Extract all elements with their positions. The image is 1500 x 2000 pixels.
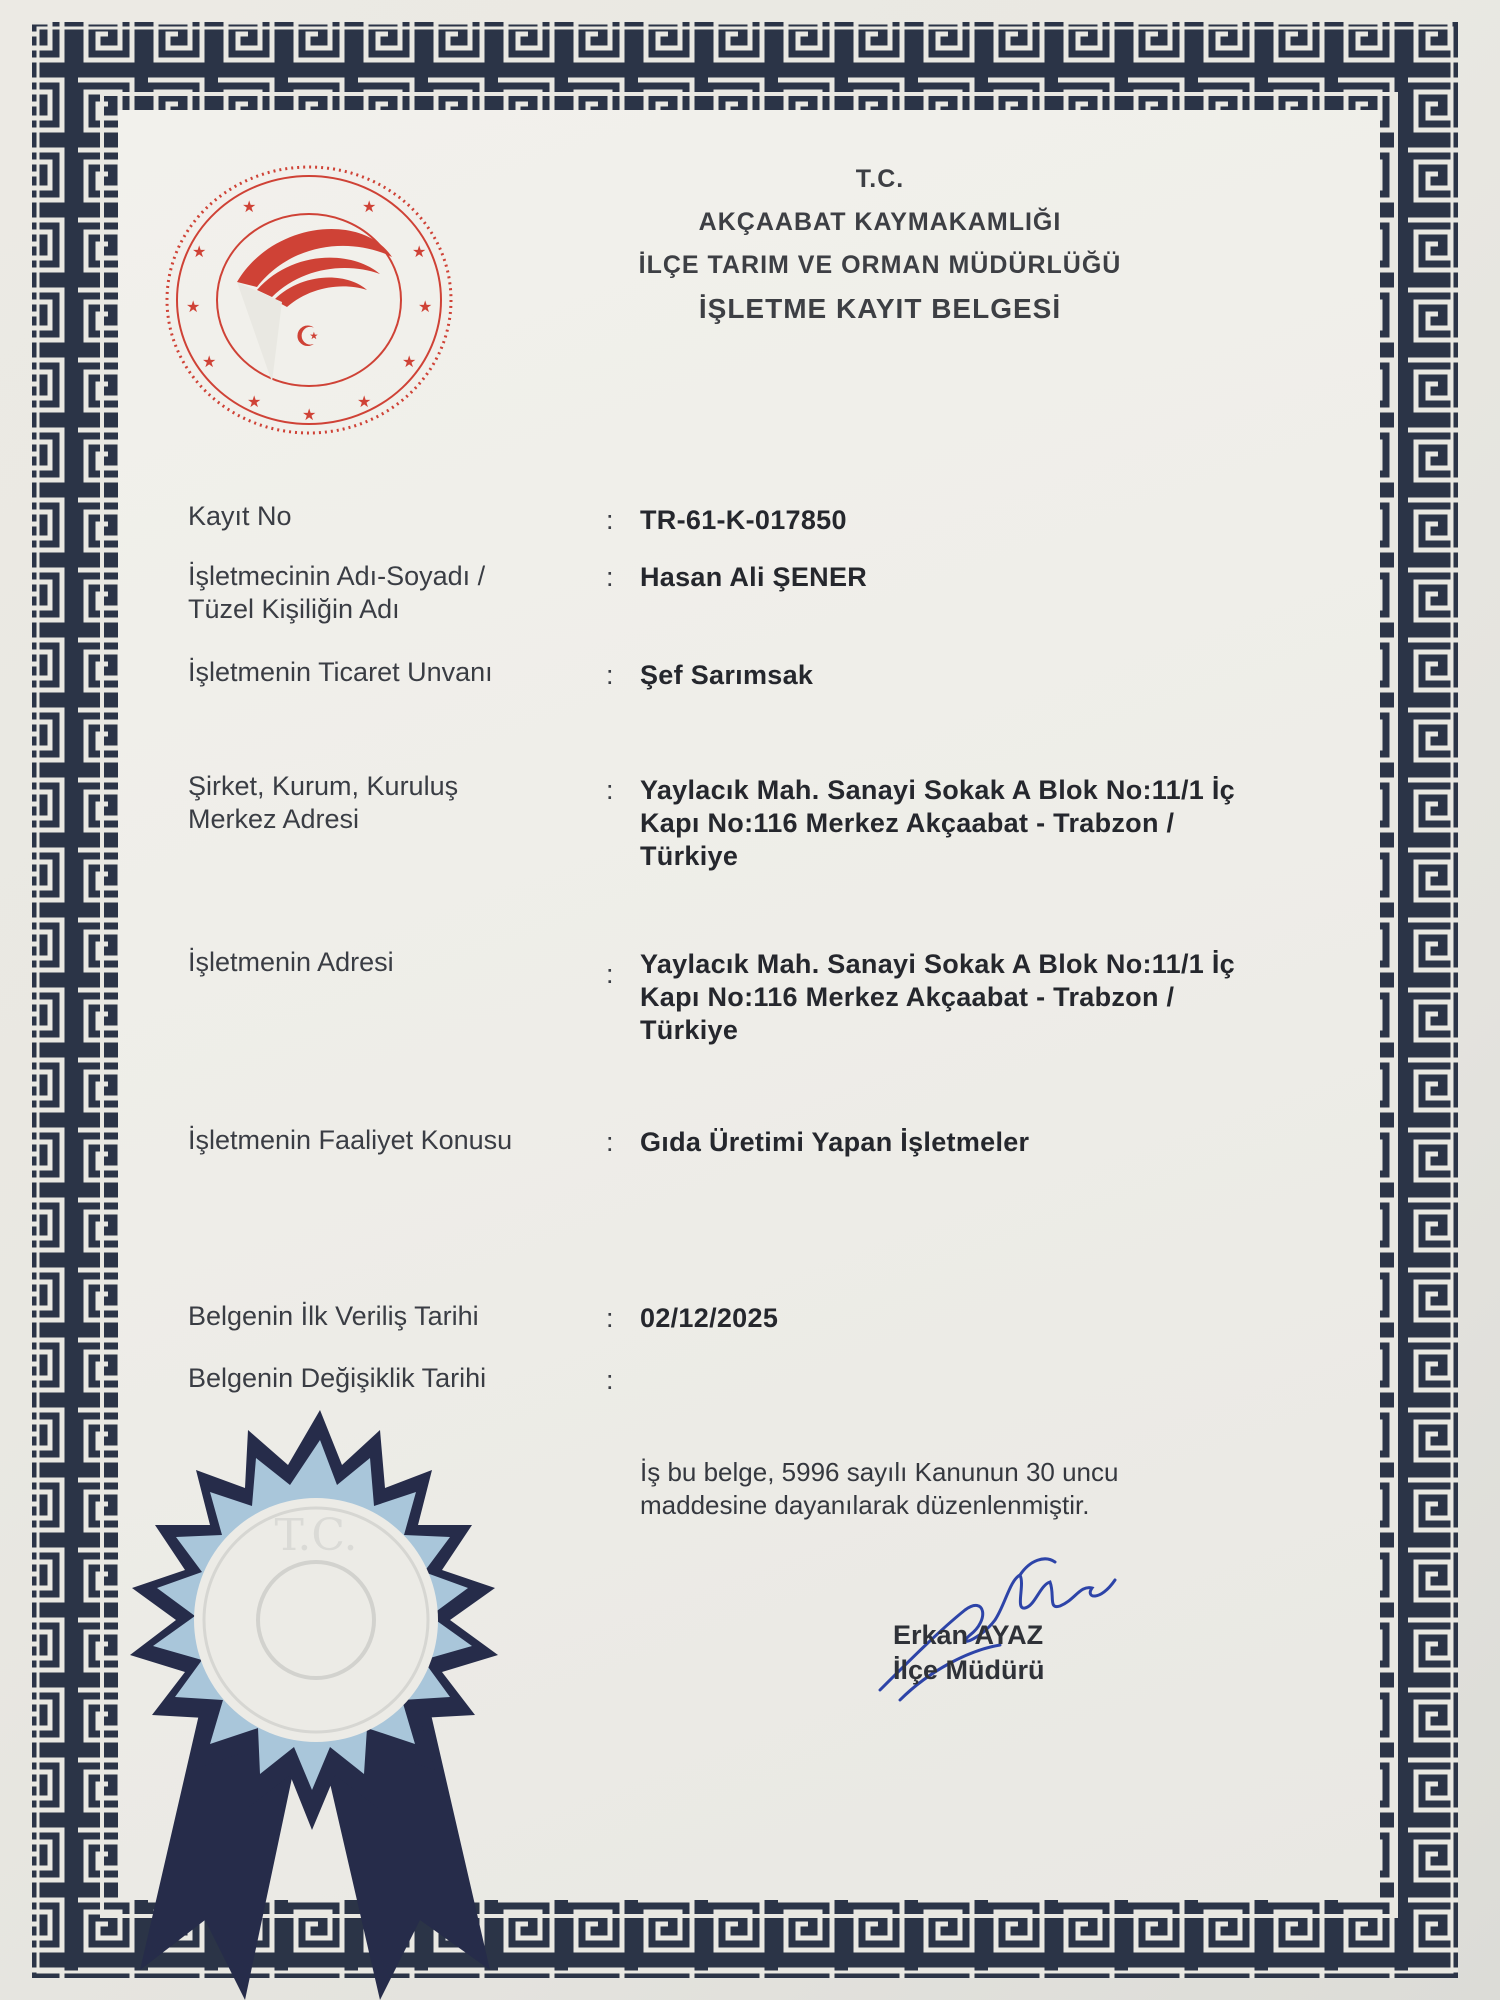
field-label-headquarters-address: Şirket, Kurum, Kuruluş Merkez Adresi — [188, 771, 459, 834]
svg-text:★: ★ — [202, 352, 217, 371]
svg-text:★: ★ — [412, 242, 427, 261]
ministry-seal-icon — [162, 162, 456, 438]
field-colon: : — [606, 1127, 614, 1157]
header-district-governorship: AKÇAABAT KAYMAKAMLIĞI — [698, 208, 1062, 236]
field-colon: : — [606, 959, 614, 989]
svg-text:★: ★ — [192, 242, 207, 261]
signatory-block — [893, 1618, 1213, 1688]
document-header — [560, 158, 1200, 330]
legal-note: İş bu belge, 5996 sayılı Kanunun 30 uncu maddesine dayanılarak düzenlenmiştir. — [640, 1457, 1119, 1520]
svg-text:T.C.: T.C. — [274, 1510, 358, 1561]
field-colon: : — [606, 562, 614, 592]
svg-text:☪: ☪ — [295, 320, 321, 353]
field-value-operator-name: Hasan Ali ŞENER — [640, 562, 868, 592]
field-label-trade-name: İşletmenin Ticaret Unvanı — [188, 657, 493, 687]
field-colon: : — [606, 660, 614, 690]
field-label-registration-no: Kayıt No — [188, 501, 292, 531]
svg-text:★: ★ — [247, 392, 262, 411]
header-document-title: İŞLETME KAYIT BELGESİ — [698, 293, 1062, 324]
header-directorate: İLÇE TARIM VE ORMAN MÜDÜRLÜĞÜ — [638, 251, 1122, 279]
embossed-seal-icon — [80, 1410, 560, 2000]
svg-text:★: ★ — [186, 297, 201, 316]
field-value-business-address: Yaylacık Mah. Sanayi Sokak A Blok No:11/1 İç Kapı No:116 Merkez Akçaabat - Trabzon / Türkiye — [640, 949, 1235, 1045]
field-value-first-issue-date: 02/12/2025 — [640, 1303, 779, 1333]
field-label-activity: İşletmenin Faaliyet Konusu — [188, 1125, 513, 1155]
field-colon: : — [606, 505, 614, 535]
signatory-title: İlçe Müdürü — [893, 1655, 1045, 1685]
signatory-name: Erkan AYAZ — [893, 1620, 1044, 1650]
svg-text:★: ★ — [302, 405, 317, 424]
field-value-trade-name: Şef Sarımsak — [640, 660, 814, 690]
svg-text:★: ★ — [357, 392, 372, 411]
svg-text:★: ★ — [362, 197, 377, 216]
field-colon: : — [606, 1303, 614, 1333]
field-value-headquarters-address: Yaylacık Mah. Sanayi Sokak A Blok No:11/1 İç Kapı No:116 Merkez Akçaabat - Trabzon / Türkiye — [640, 775, 1235, 871]
field-value-registration-no: TR-61-K-017850 — [640, 505, 847, 535]
svg-text:★: ★ — [242, 197, 257, 216]
field-label-operator-name: İşletmecinin Adı-Soyadı / Tüzel Kişiliğin Adı — [188, 561, 486, 624]
field-colon: : — [606, 775, 614, 805]
field-label-first-issue-date: Belgenin İlk Veriliş Tarihi — [188, 1301, 479, 1331]
field-label-modification-date: Belgenin Değişiklik Tarihi — [188, 1363, 487, 1393]
svg-text:★: ★ — [418, 297, 433, 316]
field-label-business-address: İşletmenin Adresi — [188, 947, 394, 977]
field-colon: : — [606, 1365, 614, 1395]
field-value-activity: Gıda Üretimi Yapan İşletmeler — [640, 1127, 1030, 1157]
header-tc: T.C. — [855, 165, 905, 193]
svg-text:★: ★ — [402, 352, 417, 371]
